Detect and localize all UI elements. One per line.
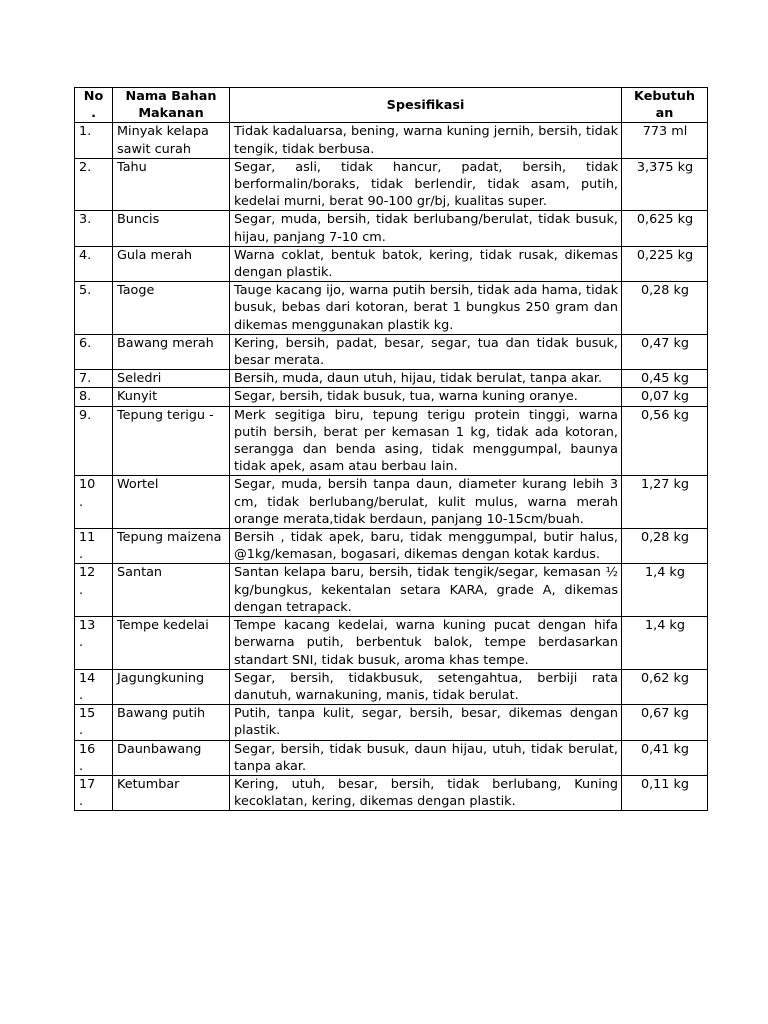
row-number: 15 . [75, 705, 113, 740]
row-number: 5. [75, 282, 113, 335]
specification: Putih, tanpa kulit, segar, bersih, besar, dikemas dengan plastik. [230, 705, 622, 740]
table-row [75, 334, 708, 369]
row-number: 13 . [75, 617, 113, 670]
ingredient-name: Tempe kedelai [113, 617, 230, 670]
table-row [75, 123, 708, 158]
table-row [75, 740, 708, 775]
requirement-quantity: 0,45 kg [622, 370, 708, 388]
row-number: 9. [75, 406, 113, 476]
ingredient-name: Bawang putih [113, 705, 230, 740]
ingredient-name: Minyak kelapa sawit curah [113, 123, 230, 158]
ingredient-name: Tahu [113, 158, 230, 211]
requirement-quantity: 3,375 kg [622, 158, 708, 211]
specification: Tidak kadaluarsa, bening, warna kuning jernih, bersih, tidak tengik, tidak berbusa. [230, 123, 622, 158]
table-row [75, 158, 708, 211]
table-header-row [75, 88, 708, 123]
row-number: 14 . [75, 669, 113, 704]
specification: Segar, bersih, tidak busuk, tua, warna kuning oranye. [230, 388, 622, 406]
row-number: 3. [75, 211, 113, 246]
table-row [75, 282, 708, 335]
ingredient-name: Jagungkuning [113, 669, 230, 704]
requirement-quantity: 0,41 kg [622, 740, 708, 775]
specification: Bersih, muda, daun utuh, hijau, tidak berulat, tanpa akar. [230, 370, 622, 388]
header-spesifikasi: Spesifikasi [230, 88, 622, 123]
requirement-quantity: 0,28 kg [622, 282, 708, 335]
requirement-quantity: 0,11 kg [622, 775, 708, 810]
requirement-quantity: 0,67 kg [622, 705, 708, 740]
specification: Bersih , tidak apek, baru, tidak menggumpal, butir halus, @1kg/kemasan, bogasari, dikemas dengan kotak kardus. [230, 529, 622, 564]
requirement-quantity: 1,4 kg [622, 564, 708, 617]
requirement-quantity: 0,625 kg [622, 211, 708, 246]
table-row [75, 406, 708, 476]
table-row [75, 775, 708, 810]
table-row [75, 246, 708, 281]
requirement-quantity: 0,225 kg [622, 246, 708, 281]
row-number: 2. [75, 158, 113, 211]
ingredient-name: Wortel [113, 476, 230, 529]
ingredient-name: Tepung terigu - [113, 406, 230, 476]
ingredient-spec-table [74, 87, 708, 811]
row-number: 1. [75, 123, 113, 158]
row-number: 11 . [75, 529, 113, 564]
specification: Kering, utuh, besar, bersih, tidak berlubang, Kuning kecoklatan, kering, dikemas dengan plastik. [230, 775, 622, 810]
ingredient-name: Seledri [113, 370, 230, 388]
specification: Segar, asli, tidak hancur, padat, bersih, tidak berformalin/boraks, tidak berlendir, tidak asam, putih, kedelai murni, berat 90-100 gr/bj, kualitas super. [230, 158, 622, 211]
row-number: 12 . [75, 564, 113, 617]
specification: Segar, bersih, tidak busuk, daun hijau, utuh, tidak berulat, tanpa akar. [230, 740, 622, 775]
ingredient-name: Ketumbar [113, 775, 230, 810]
table-row [75, 617, 708, 670]
table-row [75, 388, 708, 406]
table-row [75, 211, 708, 246]
specification: Warna coklat, bentuk batok, kering, tidak rusak, dikemas dengan plastik. [230, 246, 622, 281]
specification: Kering, bersih, padat, besar, segar, tua dan tidak busuk, besar merata. [230, 334, 622, 369]
specification: Segar, bersih, tidakbusuk, setengahtua, berbiji rata danutuh, warnakuning, manis, tidak berulat. [230, 669, 622, 704]
requirement-quantity: 1,4 kg [622, 617, 708, 670]
header-kebutuhan: Kebutuh an [622, 88, 708, 123]
table-row [75, 476, 708, 529]
table-body [75, 123, 708, 811]
ingredient-name: Buncis [113, 211, 230, 246]
table-row [75, 564, 708, 617]
specification: Santan kelapa baru, bersih, tidak tengik/segar, kemasan ½ kg/bungkus, kekentalan setara KARA, grade A, dikemas dengan tetrapack. [230, 564, 622, 617]
ingredient-name: Santan [113, 564, 230, 617]
row-number: 6. [75, 334, 113, 369]
header-nama-bahan: Nama Bahan Makanan [113, 88, 230, 123]
row-number: 4. [75, 246, 113, 281]
ingredient-name: Bawang merah [113, 334, 230, 369]
ingredient-name: Gula merah [113, 246, 230, 281]
table-row [75, 705, 708, 740]
requirement-quantity: 0,47 kg [622, 334, 708, 369]
specification: Merk segitiga biru, tepung terigu protein tinggi, warna putih bersih, berat per kemasan 1 kg, tidak ada kotoran, serangga dan benda asing, tidak menggumpal, baunya tidak apek, asam atau berbau lain. [230, 406, 622, 476]
row-number: 10 . [75, 476, 113, 529]
row-number: 8. [75, 388, 113, 406]
requirement-quantity: 0,07 kg [622, 388, 708, 406]
row-number: 17 . [75, 775, 113, 810]
specification: Tempe kacang kedelai, warna kuning pucat dengan hifa berwarna putih, berbentuk balok, tempe berdasarkan standart SNI, tidak busuk, aroma khas tempe. [230, 617, 622, 670]
requirement-quantity: 0,62 kg [622, 669, 708, 704]
specification: Segar, muda, bersih, tidak berlubang/berulat, tidak busuk, hijau, panjang 7-10 cm. [230, 211, 622, 246]
table-row [75, 669, 708, 704]
table-row [75, 529, 708, 564]
specification: Segar, muda, bersih tanpa daun, diameter kurang lebih 3 cm, tidak berlubang/berulat, kulit mulus, warna merah orange merata,tidak berdaun, panjang 10-15cm/buah. [230, 476, 622, 529]
ingredient-name: Taoge [113, 282, 230, 335]
requirement-quantity: 0,28 kg [622, 529, 708, 564]
row-number: 7. [75, 370, 113, 388]
requirement-quantity: 773 ml [622, 123, 708, 158]
ingredient-name: Kunyit [113, 388, 230, 406]
header-no: No . [75, 88, 113, 123]
specification: Tauge kacang ijo, warna putih bersih, tidak ada hama, tidak busuk, bebas dari kotoran, berat 1 bungkus 250 gram dan dikemas menggunakan plastik kg. [230, 282, 622, 335]
requirement-quantity: 1,27 kg [622, 476, 708, 529]
ingredient-name: Daunbawang [113, 740, 230, 775]
table-row [75, 370, 708, 388]
row-number: 16 . [75, 740, 113, 775]
ingredient-name: Tepung maizena [113, 529, 230, 564]
requirement-quantity: 0,56 kg [622, 406, 708, 476]
